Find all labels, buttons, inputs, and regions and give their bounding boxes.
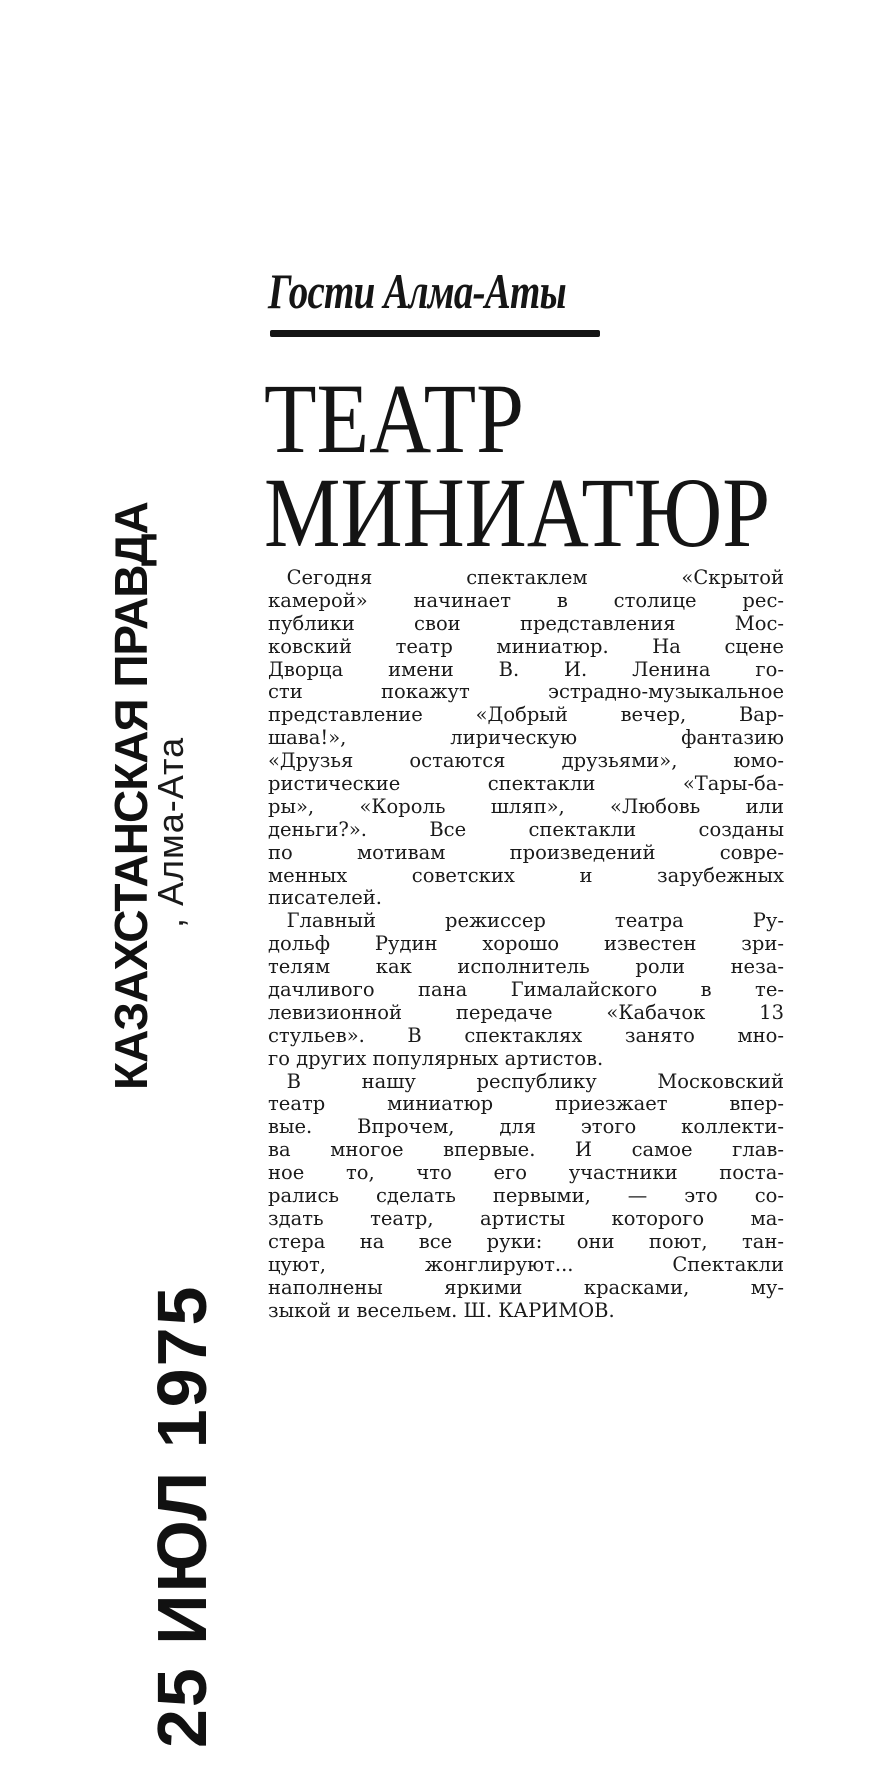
article-line: ристические спектакли «Тары-ба- [268,772,784,796]
article-line: ры», «Король шляп», «Любовь или [268,794,784,818]
article-line: Сегодня спектаклем «Скрытой [268,566,784,589]
article-line: ное то, что его участники поста- [268,1161,784,1185]
article-line: шава!», лирическую фантазию [268,726,784,750]
article-line: сти покажут эстрадно-музыкальное [268,680,784,704]
article-line: рались сделать первыми, — это со- [268,1184,784,1208]
headline-line-2: МИНИАТЮР [264,457,771,568]
article-line: писателей. [268,886,382,910]
article-line: В нашу республику Московский [268,1069,784,1093]
article-body [268,567,784,1322]
article-line: телям как исполнитель роли неза- [268,955,784,979]
article-line: зыкой и весельем. Ш. КАРИМОВ. [268,1298,615,1322]
article-line: «Друзья остаются друзьями», юмо- [268,749,784,773]
article-line: стульев». В спектаклях занято мно- [268,1023,784,1047]
article-line: ковский театр миниатюр. На сцене [268,634,784,658]
article-line: деньги?». Все спектакли созданы [268,817,784,841]
article-line: вые. Впрочем, для этого коллекти- [268,1115,784,1139]
newspaper-name-stamp: КАЗАХСТАНСКАЯ ПРАВДА [105,502,157,1090]
article-line: стера на все руки: они поют, тан- [268,1229,784,1253]
article-line: театр миниатюр приезжает впер- [268,1092,784,1116]
article-line: дачливого пана Гималайского в те- [268,978,784,1002]
article-line: ва многое впервые. И самое глав- [268,1138,784,1162]
article-line: камерой» начинает в столице рес- [268,588,784,612]
rubric-title: Гости Алма-Аты [268,263,566,319]
headline [264,363,771,568]
headline-line-1: ТЕАТР [264,363,524,474]
date-stamp: 25 ИЮЛ 1975 [143,1284,221,1748]
rubric-underline [270,330,600,337]
article-line: Главный режиссер театра Ру- [268,909,784,933]
article-line: публики свои представления Мос- [268,611,784,635]
article-line: наполнены яркими красками, му- [268,1275,784,1299]
article-line: цуют, жонглируют... Спектакли [268,1252,784,1276]
article-line: дольф Рудин хорошо известен зри- [268,932,784,956]
article-line: по мотивам произведений совре- [268,840,784,864]
city-stamp: , Алма-Ата [150,736,191,928]
article-line: левизионной передаче «Кабачок 13 [268,1000,784,1024]
article-line: Дворца имени В. И. Ленина го- [268,657,784,681]
article-line: менных советских и зарубежных [268,863,784,887]
article-line: го других популярных артистов. [268,1046,604,1070]
article-line: представление «Добрый вечер, Вар- [268,703,784,727]
article-line: здать театр, артисты которого ма- [268,1206,784,1230]
